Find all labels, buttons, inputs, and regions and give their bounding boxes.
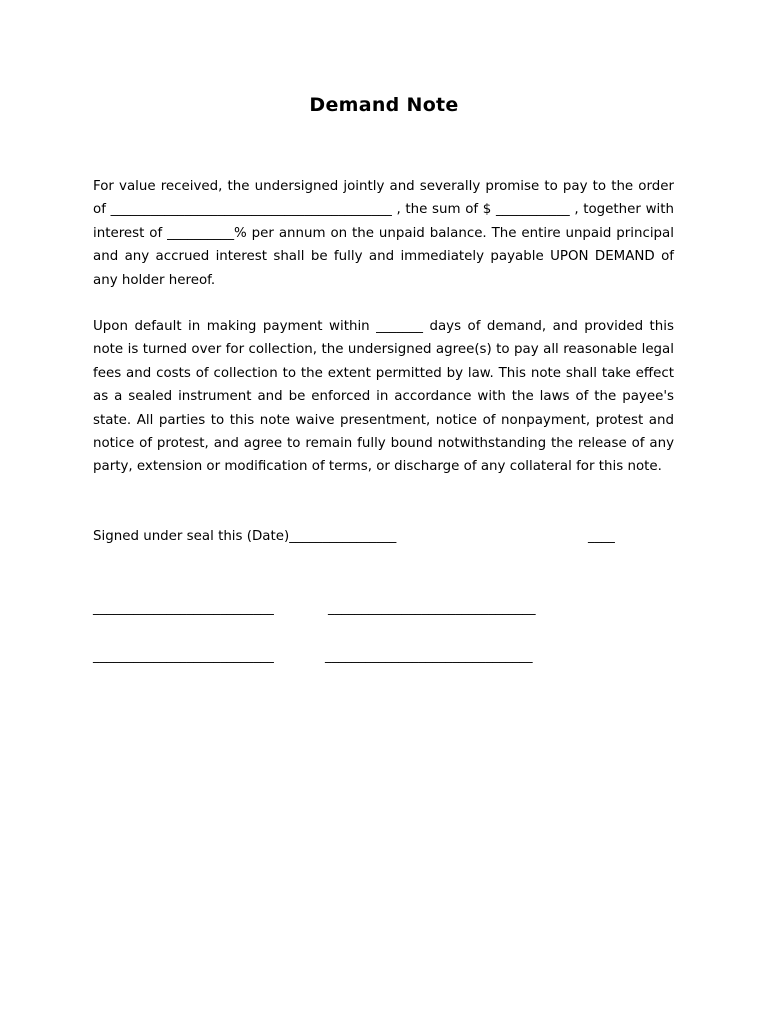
signature-line-1-right: _______________________________ [328, 601, 536, 616]
payment-terms-paragraph: For value received, the undersigned jointly and severally promise to pay to the order of __________________________________________ , the sum of $ ___________ , together with interest of __________% per annum on the unpaid balance. The entire unpaid principal and any accrued interest shall be fully and immediately payable UPON DEMAND of any holder hereof. [93, 179, 674, 288]
signed-extra-blank: ____ [588, 529, 615, 544]
signature-line-2-left: ___________________________ [93, 649, 274, 664]
signature-line-1-left: ___________________________ [93, 601, 274, 616]
default-terms-paragraph: Upon default in making payment within _______ days of demand, and provided this note is turned over for collection, the undersigned agree(s) to pay all reasonable legal fees and costs of collection to the extent permitted by law. This note shall take effect as a sealed instrument and be enforced in accordance with the laws of the payee's state. All parties to this note waive presentment, notice of nonpayment, protest and notice of protest, and agree to remain fully bound notwithstanding the release of any party, extension or modification of terms, or discharge of any collateral for this note. [93, 319, 674, 475]
signed-under-seal-line: Signed under seal this (Date)________________ [93, 529, 397, 544]
signature-line-2-right: _______________________________ [325, 649, 533, 664]
document-title: Demand Note [309, 94, 459, 116]
